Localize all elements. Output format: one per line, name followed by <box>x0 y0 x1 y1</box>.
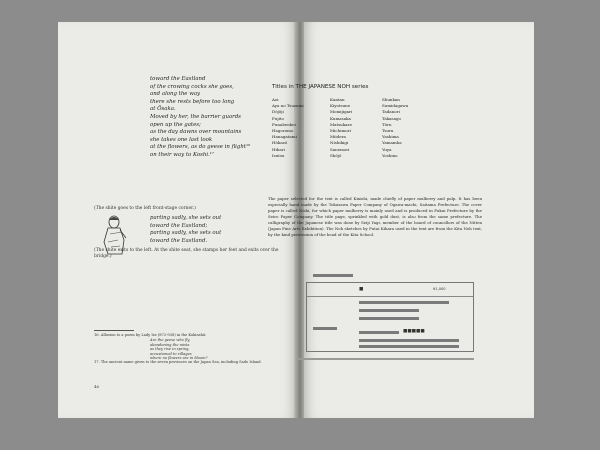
colophon-line <box>359 301 449 304</box>
colophon-box <box>306 282 474 352</box>
title-entry: Matsukaze <box>330 121 352 127</box>
colophon-address-line <box>298 358 474 360</box>
title-entry: Yoshino <box>382 152 398 158</box>
footnote-17: 17. The ancient name given to the seven provinces on the Japan Sea, including Sado Island. <box>94 360 262 364</box>
poem-line: open up the gates; <box>150 121 201 128</box>
title-entry: Hibari <box>272 146 285 152</box>
poem-line: toward the Eastland; <box>150 222 208 229</box>
title-entry: Funabenkei <box>272 121 296 127</box>
colophon-line <box>359 309 419 312</box>
titles-column-1 <box>272 97 332 159</box>
poem-line: there she rests before too long <box>150 98 235 105</box>
title-entry: Michimori <box>330 128 351 134</box>
colophon-publisher-glyph: ■■■■■ <box>403 329 425 334</box>
title-entry: Yuya <box>382 146 392 152</box>
footnote-quote-line: Are the geese who fly, <box>150 338 191 342</box>
title-entry: Hōkazō <box>272 140 288 146</box>
title-entry: Shunkan <box>382 97 400 102</box>
poem-line: Moved by her, the barrier guards <box>150 113 241 120</box>
colophon-line <box>359 331 399 334</box>
poem-line: as the day dawns over mountains <box>150 129 242 136</box>
poem-line: toward the Eastland. <box>150 237 208 244</box>
colophon-line <box>359 317 419 320</box>
stage-direction: (The shite goes to the left front-stage corner.) <box>94 206 196 211</box>
title-entry: Momijigari <box>330 109 353 115</box>
poem-line: parting sadly, she sets out <box>150 230 222 237</box>
title-entry: Miidera <box>330 134 346 140</box>
paper-note: The paper selected for the text is called Kinishi, made chiefly of paper mulberry and pulp. It has been especially hand made by the Tokusawa Paper Company of Ogawa-machi, Saitama Prefecture. The cover paper is called Nishi, for which paper mulberry is mainly used and is produced in Fukui Prefecture by the Seiro Paper Company. The title page, sprinkled with gold dust, is also from the same prefecture. The calligraphy of the Japanese title was done by Seiji Yagi, member of the board of councillors of the Nitten (Japan Fine Arts Exhibition). The Noh sketches by Futai Kihara used in the text are from the Kita Noh text, by the kind permission of the head of the Kita School. <box>268 196 482 237</box>
poem-line: she takes one last look <box>150 136 213 143</box>
footnote-16: 16. Allusion to a poem by Lady Ise (872-938) in the Kokinshū: <box>94 333 207 337</box>
title-entry: Kiyotsune <box>330 103 351 109</box>
title-entry: Tōru <box>382 121 392 127</box>
title-entry: Aya no Tsuzumi <box>272 103 304 109</box>
title-entry: Hagoromo <box>272 128 294 134</box>
poem-line: of the crowing cocks she goes, <box>150 83 234 90</box>
title-entry: Takasago <box>382 115 401 121</box>
poem-line: at the flowers, as do geese in flight¹⁶ <box>150 144 251 151</box>
poem-line: toward the Eastland <box>150 76 206 82</box>
title-entry: Sanemori <box>330 146 350 152</box>
colophon-title-mark <box>313 274 353 277</box>
footnote-quote-line: as they rise in spring, <box>150 347 190 352</box>
titles-heading: Titles in THE JAPANESE NOH series <box>272 84 369 90</box>
colophon-line <box>359 345 459 348</box>
colophon-line <box>359 339 459 342</box>
footnote-quote-line: abandoning the mists <box>150 342 190 347</box>
colophon-divider <box>307 296 473 297</box>
colophon-price: ¥1,000 <box>433 287 446 291</box>
title-entry: Aoi <box>272 97 279 102</box>
footnote-16-quote <box>150 338 207 361</box>
page-number: 46 <box>94 384 100 389</box>
footnote-rule <box>94 330 134 331</box>
title-entry: Tsuru <box>382 128 394 134</box>
footnote-quote-line: where no flowers are in bloom? <box>150 356 208 361</box>
title-entry: Izutsu <box>272 152 285 158</box>
title-entry: Yamamba <box>382 140 402 146</box>
title-entry: Shōjō <box>330 152 342 158</box>
colophon-line <box>313 327 337 330</box>
title-entry: Hanagatami <box>272 134 297 140</box>
title-entry: Kantan <box>330 97 345 102</box>
poem-verse-closing <box>150 215 270 245</box>
title-entry: Dōjōji <box>272 109 284 115</box>
poem-line: parting sadly, she sets out <box>150 215 222 221</box>
title-entry: Kumasaka <box>330 115 351 121</box>
titles-column-2 <box>330 97 390 159</box>
titles-column-3 <box>382 97 442 159</box>
colophon-title-glyph: ■ <box>359 287 364 292</box>
footnote-quote-line: accustomed to villages <box>150 351 192 356</box>
title-entry: Sumidagawa <box>382 103 409 109</box>
left-page <box>58 22 296 418</box>
poem-line: at Ōsaka. <box>150 106 176 113</box>
poem-line: and along the way <box>150 91 201 98</box>
poem-line: on their way to Koshi.¹⁷ <box>150 151 215 158</box>
title-entry: Yashima <box>382 134 399 140</box>
title-entry: Nishikigi <box>330 140 349 146</box>
title-entry: Tadanori <box>382 109 400 115</box>
title-entry: Fujito <box>272 115 284 121</box>
stage-direction-exit: (The shite exits to the left. At the shite seat, she stamps her feet and exits over the bridge.) <box>94 248 279 259</box>
